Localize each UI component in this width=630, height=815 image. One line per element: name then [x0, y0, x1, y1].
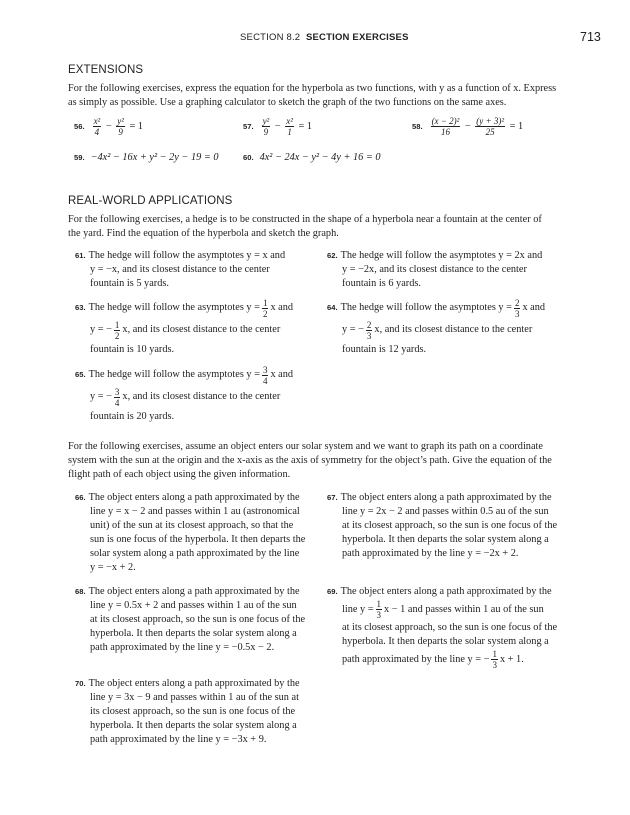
text-line: fountain is 5 yards. [90, 277, 169, 289]
text-line: The object enters along a path approximated by the [88, 586, 300, 597]
text-part: x and [522, 302, 546, 314]
text-line: The object enters along a path approximated by the [340, 586, 552, 597]
text-part: The hedge will follow the asymptotes y = [88, 302, 260, 314]
text-part: y = − [342, 324, 364, 336]
exercise-56: 56. $\frac{\text{x²}}{4}$ − $\frac{\text{y²}}{9}$ = 1 [74, 116, 144, 137]
fraction: $\frac{3}{4}$ [114, 386, 120, 408]
text-part: y = − [90, 391, 112, 403]
fraction: $\frac{1}{2}$ [114, 319, 120, 341]
text-line: hyperbola. It then departs the solar system along a [342, 635, 549, 647]
exercise-57: 57. $\frac{\text{y²}}{9}$ − $\frac{\text{x²}}{1}$ = 1 [243, 116, 313, 137]
exercise-68 [75, 585, 325, 655]
exercise-number: 67. [327, 493, 338, 502]
exercise-number: 63. [75, 303, 86, 313]
text-part: x, and its closest distance to the center [122, 324, 281, 336]
intro-line: the yard. Find the equation of the hyperbola and sketch the graph. [68, 227, 339, 239]
text-line: line y = 0.5x + 2 and passes within 1 au of the sun [90, 599, 297, 611]
exercise-number: 62. [327, 251, 338, 260]
extensions-intro [68, 82, 578, 110]
exercise-58: 58. $\frac{\text{(x − 2)²}}{16}$ − $\frac{\text{(y + 3)²}}{25}$ = 1 [412, 116, 524, 137]
intro-line: as simply as possible. Use a graphing calculator to sketch the graph of the two functions on the same axes. [68, 96, 507, 108]
page-number: 713 [580, 30, 601, 44]
exercise-67 [327, 491, 582, 561]
text-line: The object enters along a path approximated by the [340, 492, 552, 503]
exercise-number: 64. [327, 303, 338, 313]
text-line: The object enters along a path approximated by the [88, 492, 300, 503]
exercise-number: 65. [75, 370, 86, 380]
text-line: at its closest approach, so the sun is one focus of the [342, 519, 558, 531]
text-part: y = − [90, 324, 112, 336]
fraction: $\frac{1}{2}$ [262, 297, 268, 319]
fraction: $\frac{\text{x²}}{4}$ [93, 116, 101, 137]
text-part: x − 1 and passes within 1 au of the sun [384, 603, 544, 615]
text-part: x and [270, 302, 294, 314]
text-line: hyperbola. It then departs the solar system along a [90, 719, 297, 731]
exercise-number: 58. [412, 122, 423, 131]
text-line: line y = 3x − 9 and passes within 1 au of the sun at [90, 691, 299, 703]
exercise-70 [75, 677, 325, 747]
exercise-number: 66. [75, 493, 86, 502]
exercise-number: 59. [74, 153, 85, 162]
text-line: its closest approach, so the sun is one focus of the [90, 705, 296, 717]
fraction: $\frac{2}{3}$ [514, 297, 520, 319]
extensions-heading: EXTENSIONS [68, 64, 144, 76]
text-line: fountain is 20 yards. [90, 411, 175, 422]
exercise-number: 57. [243, 122, 254, 131]
intro-line: For the following exercises, assume an object enters our solar system and we want to graph its path on a coordinate [68, 441, 543, 452]
fraction: $\frac{\text{(y + 3)²}}{25}$ [476, 116, 505, 137]
fraction: $\frac{\text{(x − 2)²}}{16}$ [431, 116, 460, 137]
text-part: The hedge will follow the asymptotes y = [340, 302, 512, 314]
text-part: The hedge will follow the asymptotes y = [88, 369, 260, 381]
text-line: y = −2x, and its closest distance to the center [342, 263, 527, 275]
exercise-number: 61. [75, 251, 86, 260]
intro-line: For the following exercises, express the equation for the hyperbola as two functions, with y as a function of x. Express [68, 83, 557, 94]
text-line: hyperbola. It then departs the solar system along a [90, 627, 297, 639]
fraction: $\frac{1}{3}$ [492, 649, 497, 671]
exercise-66 [75, 491, 325, 574]
fraction: $\frac{\text{y²}}{9}$ [262, 116, 270, 137]
text-line: hyperbola. It then departs the solar system along a [342, 533, 549, 545]
text-line: path approximated by the line y = −0.5x − 2. [90, 641, 275, 653]
exercise-69 [327, 585, 582, 671]
text-line: sun is one focus of the hyperbola. It then departs the [90, 533, 306, 545]
real-world-heading: REAL-WORLD APPLICATIONS [68, 195, 233, 207]
text-line: at its closest approach, so the sun is one focus of the [90, 613, 306, 625]
text-line: The hedge will follow the asymptotes y = 2x and [340, 250, 543, 261]
intro-line: For the following exercises, a hedge is to be constructed in the shape of a hyperbola near a fountain at the center of [68, 214, 542, 225]
text-part: path approximated by the line y = − [342, 653, 490, 665]
real-world-intro [68, 213, 578, 241]
text-line: solar system along a path approximated by the line [90, 547, 300, 559]
exercise-64 [327, 297, 582, 357]
exercise-number: 70. [75, 679, 86, 688]
solar-intro [68, 440, 578, 482]
exercise-60 [243, 152, 381, 163]
exercise-65 [75, 364, 325, 424]
exercise-number: 56. [74, 122, 85, 131]
text-line: The object enters along a path approximated by the [88, 678, 300, 689]
text-line: line y = x − 2 and passes within 1 au (astronomical [90, 505, 300, 517]
fraction: $\frac{2}{3}$ [366, 319, 372, 341]
text-line: line y = 2x − 2 and passes within 0.5 au of the sun [342, 505, 549, 517]
text-line: fountain is 10 yards. [90, 344, 175, 355]
text-part: x, and its closest distance to the center [122, 391, 281, 403]
text-line: fountain is 12 yards. [342, 344, 427, 355]
exercise-62 [327, 249, 582, 291]
text-line: unit) of the sun at its closest approach, so that the [90, 519, 294, 531]
equation: −4x² − 16x + y² − 2y − 19 = 0 [90, 152, 219, 163]
text-line: fountain is 6 yards. [342, 277, 421, 289]
fraction: $\frac{3}{4}$ [262, 364, 268, 386]
exercise-number: 68. [75, 587, 86, 596]
text-part: line y = [342, 603, 374, 615]
text-line: path approximated by the line y = −2x + 2. [342, 547, 519, 559]
running-header [0, 32, 630, 46]
text-line: at its closest approach, so the sun is one focus of the [342, 621, 558, 633]
text-part: x + 1. [499, 653, 524, 665]
exercise-61 [75, 249, 325, 291]
text-part: x and [270, 369, 294, 381]
exercise-number: 60. [243, 153, 254, 162]
fraction: $\frac{\text{y²}}{9}$ [117, 116, 124, 137]
text-line: path approximated by the line y = −3x + 9. [90, 733, 267, 745]
exercise-number: 69. [327, 587, 338, 596]
intro-line: system with the sun at the origin and the x-axis as the axis of symmetry for the object’s path. Give the equation of the [68, 454, 552, 466]
text-line: y = −x + 2. [90, 561, 136, 573]
text-line: The hedge will follow the asymptotes y = x and [88, 250, 286, 261]
text-part: x, and its closest distance to the center [374, 324, 533, 336]
fraction: $\frac{\text{x²}}{1}$ [286, 116, 293, 137]
text-line: y = −x, and its closest distance to the center [90, 263, 270, 275]
exercise-63 [75, 297, 325, 357]
section-label: SECTION 8.2 SECTION EXERCISES [240, 32, 409, 43]
equation: 4x² − 24x − y² − 4y + 16 = 0 [259, 152, 381, 163]
fraction: $\frac{1}{3}$ [376, 599, 382, 621]
intro-line: flight path of each object using the given information. [68, 468, 291, 480]
exercise-59 [74, 152, 219, 163]
